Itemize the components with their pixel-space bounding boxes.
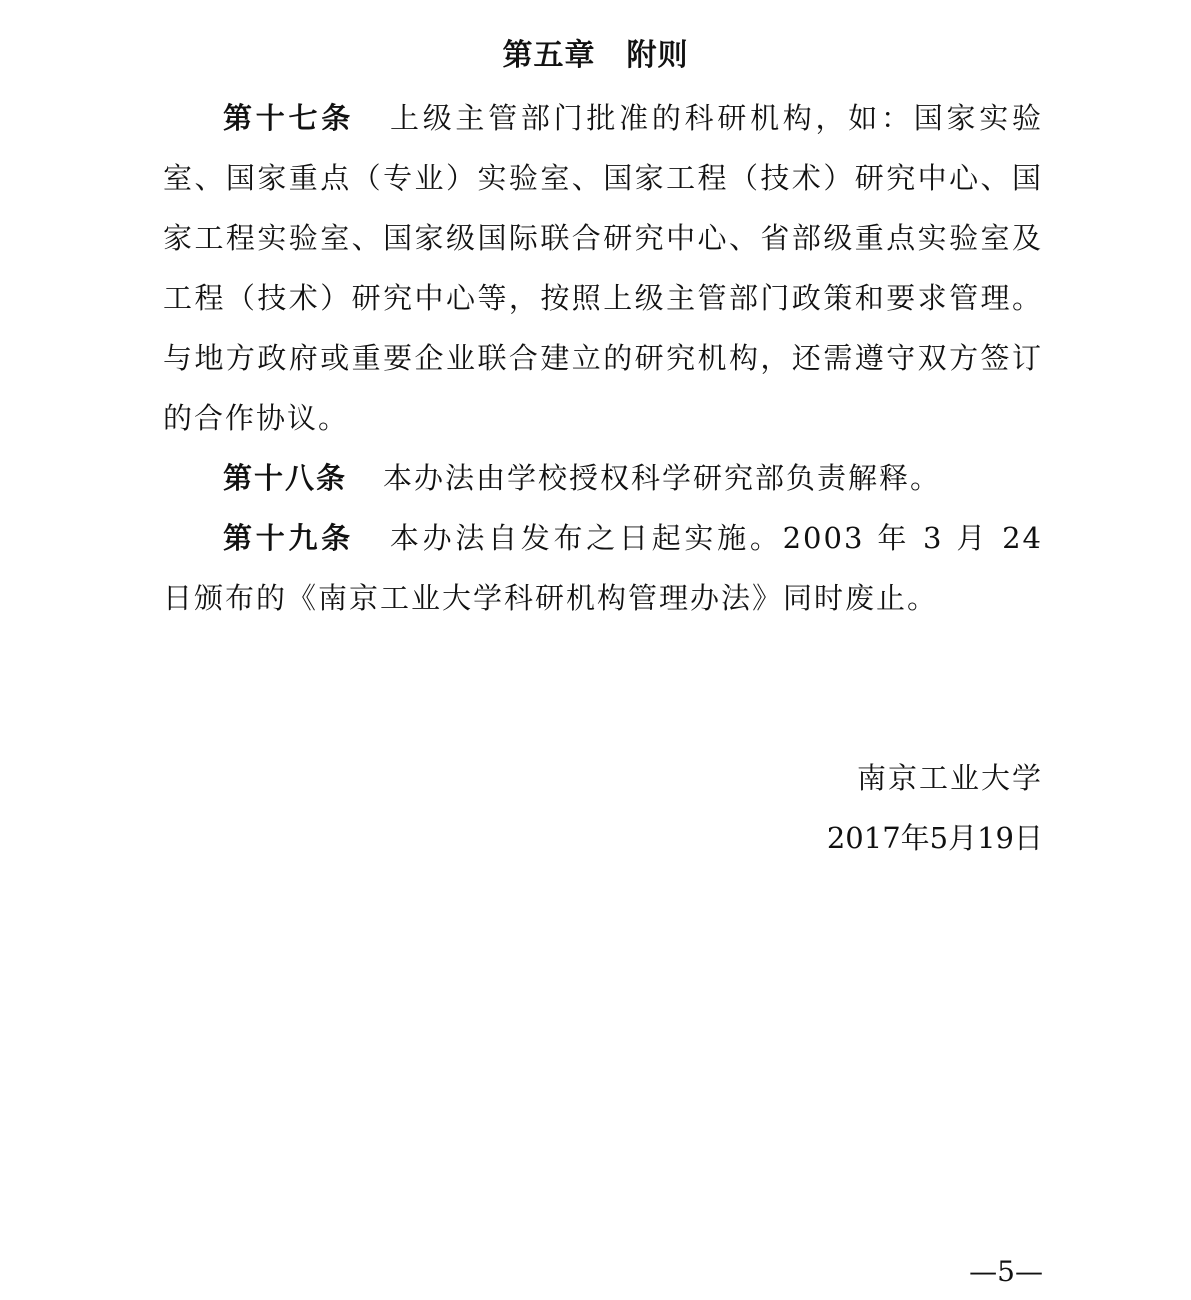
article-text: 本办法由学校授权科学研究部负责解释。 bbox=[383, 461, 942, 495]
signature-organization: 南京工业大学 bbox=[856, 761, 1043, 795]
page-number: —5— bbox=[969, 1255, 1043, 1288]
article-text: 上级主管部门批准的科研机构，如：国家实验室、国家重点（专业）实验室、国家工程（技术）研究中心、国家工程实验室、国家级国际联合研究中心、省部级重点实验室及工程（技术）研究中心等，按照上级主管部门政策和要求管理。与地方政府或重要企业联合建立的研究机构，还需遵守双方签订的合作协议。 bbox=[163, 101, 1043, 435]
article-label: 第十七条 bbox=[223, 101, 354, 135]
article-17 bbox=[163, 88, 1043, 448]
chapter-title: 第五章 附则 bbox=[502, 38, 689, 73]
signature-date: 2017年5月19日 bbox=[826, 821, 1043, 855]
article-label: 第十八条 bbox=[223, 461, 348, 495]
article-18 bbox=[163, 448, 1043, 508]
article-text: 本办法自发布之日起实施。2003 年 3 月 24 日颁布的《南京工业大学科研机构管理办法》同时废止。 bbox=[163, 521, 1043, 615]
article-19 bbox=[163, 508, 1043, 628]
article-label: 第十九条 bbox=[223, 521, 354, 555]
